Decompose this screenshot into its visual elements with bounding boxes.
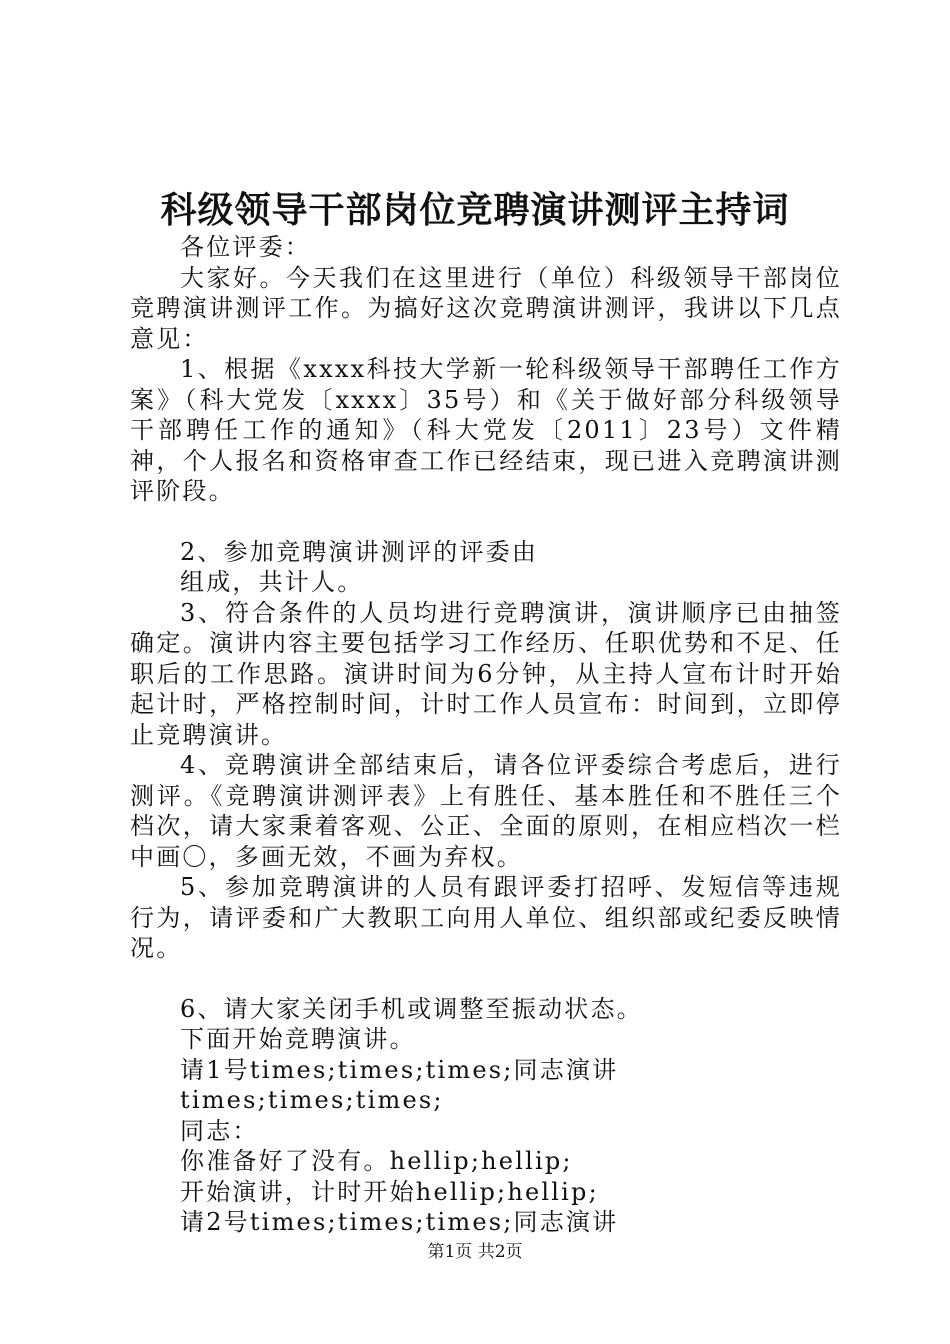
start-speech-line: 下面开始竞聘演讲。 bbox=[180, 1025, 416, 1053]
timer-start-line: 开始演讲，计时开始hellip;hellip; bbox=[180, 1177, 599, 1206]
page-footer: 第1页 共2页 bbox=[427, 1242, 523, 1262]
salutation: 各位评委： bbox=[180, 233, 311, 261]
greeting-paragraph: 大家好。今天我们在这里进行（单位）科级领导干部岗位竞聘演讲测评工作。为搞好这次竞聘演讲测评，我讲以下几点意见： bbox=[130, 263, 842, 353]
document-body bbox=[130, 232, 842, 1238]
ready-line: 你准备好了没有。hellip;hellip; bbox=[180, 1147, 573, 1175]
point-5-paragraph: 5、参加竞聘演讲的人员有跟评委打招呼、发短信等违规行为，请评委和广大教职工向用人单位、组织部或纪委反映情况。 bbox=[130, 873, 842, 962]
point-1-paragraph: 1、根据《xxxx科技大学新一轮科级领导干部聘任工作方案》（科大党发〔xxxx〕35号）和《关于做好部分科级领导干部聘任工作的通知》（科大党发〔2011〕23号）文件精神，个人报名和资格审查工作已经结束，现已进入竞聘演讲测评阶段。 bbox=[130, 355, 842, 505]
speaker-2-line: 请2号times;times;times;同志演讲 bbox=[180, 1208, 619, 1236]
point-2-continuation: 组成，共计人。 bbox=[180, 568, 364, 596]
point-3-paragraph: 3、符合条件的人员均进行竞聘演讲，演讲顺序已由抽签确定。演讲内容主要包括学习工作经历、任职优势和不足、任职后的工作思路。演讲时间为6分钟，从主持人宣布计时开始起计时，严格控制时间，计时工作人员宣布：时间到，立即停止竞聘演讲。 bbox=[130, 598, 842, 749]
speaker-1-name-line: times;times;times; bbox=[180, 1086, 444, 1114]
point-2-paragraph: 2、参加竞聘演讲测评的评委由 bbox=[180, 537, 539, 566]
point-6-paragraph: 6、请大家关闭手机或调整至振动状态。 bbox=[180, 994, 643, 1023]
document-title: 科级领导干部岗位竞聘演讲测评主持词 bbox=[160, 189, 790, 231]
point-4-paragraph: 4、竞聘演讲全部结束后，请各位评委综合考虑后，进行测评。《竞聘演讲测评表》上有胜任、基本胜任和不胜任三个档次，请大家秉着客观、公正、全面的原则，在相应档次一栏中画〇，多画无效，不画为弃权。 bbox=[130, 751, 842, 871]
speaker-1-line: 请1号times;times;times;同志演讲 bbox=[180, 1055, 619, 1084]
comrade-line: 同志： bbox=[180, 1116, 259, 1145]
